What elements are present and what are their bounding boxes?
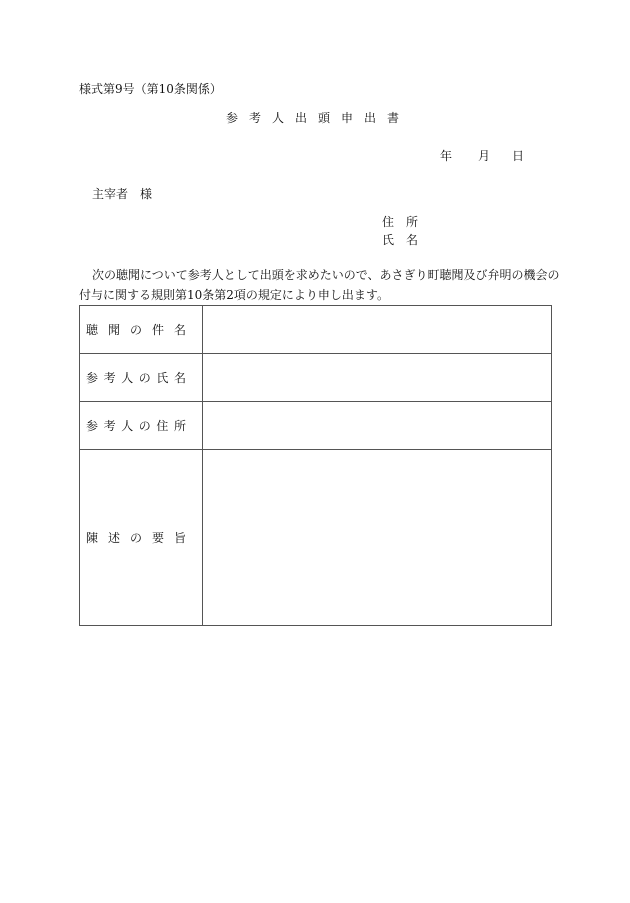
label-char: 聞 bbox=[107, 323, 120, 337]
label-char: 名 bbox=[173, 323, 186, 337]
label-char: 参 bbox=[86, 419, 99, 433]
label-char: 人 bbox=[121, 371, 134, 385]
label-char: の bbox=[129, 323, 142, 337]
label-char: 氏 bbox=[156, 371, 169, 385]
date-month-label: 月 bbox=[478, 149, 491, 163]
label-char: 述 bbox=[107, 531, 120, 545]
table-row-witness-name bbox=[80, 354, 552, 402]
body-text-line-2: 付与に関する規則第10条第2項の規定により申し出ます。 bbox=[79, 288, 389, 302]
label-char: 人 bbox=[121, 419, 134, 433]
label-char: 聴 bbox=[86, 323, 99, 337]
label-char: 件 bbox=[151, 323, 164, 337]
label-char: 参 bbox=[86, 371, 99, 385]
statement-summary-field[interactable] bbox=[202, 450, 551, 626]
addressee: 主宰者 様 bbox=[92, 187, 153, 201]
row-label bbox=[86, 417, 186, 434]
label-char: 考 bbox=[103, 371, 116, 385]
label-char: 要 bbox=[151, 531, 164, 545]
witness-address-field[interactable] bbox=[202, 402, 551, 450]
label-char: 名 bbox=[173, 371, 186, 385]
label-char: 所 bbox=[173, 419, 186, 433]
label-char: 考 bbox=[103, 419, 116, 433]
label-char: 旨 bbox=[173, 531, 186, 545]
row-label bbox=[86, 369, 186, 386]
label-char: の bbox=[138, 371, 151, 385]
hearing-subject-field[interactable] bbox=[202, 306, 551, 354]
date-day-label: 日 bbox=[512, 149, 525, 163]
body-text-line-1: 次の聴聞について参考人として出頭を求めたいので、あさぎり町聴聞及び弁明の機会の bbox=[92, 268, 560, 282]
form-number: 様式第9号（第10条関係） bbox=[79, 82, 222, 96]
label-char: の bbox=[129, 531, 142, 545]
table-row-statement-summary bbox=[80, 450, 552, 626]
table-row-hearing-subject bbox=[80, 306, 552, 354]
date-year-label: 年 bbox=[440, 149, 453, 163]
application-table bbox=[79, 305, 552, 626]
witness-name-field[interactable] bbox=[202, 354, 551, 402]
label-char: 住 bbox=[156, 419, 169, 433]
row-label bbox=[86, 321, 186, 338]
table-row-witness-address bbox=[80, 402, 552, 450]
applicant-address-label: 住所 bbox=[382, 215, 431, 229]
label-char: の bbox=[138, 419, 151, 433]
document-title: 参考人出頭申出書 bbox=[226, 111, 411, 125]
row-label bbox=[86, 529, 186, 546]
applicant-name-label: 氏名 bbox=[382, 233, 431, 247]
label-char: 陳 bbox=[86, 531, 99, 545]
